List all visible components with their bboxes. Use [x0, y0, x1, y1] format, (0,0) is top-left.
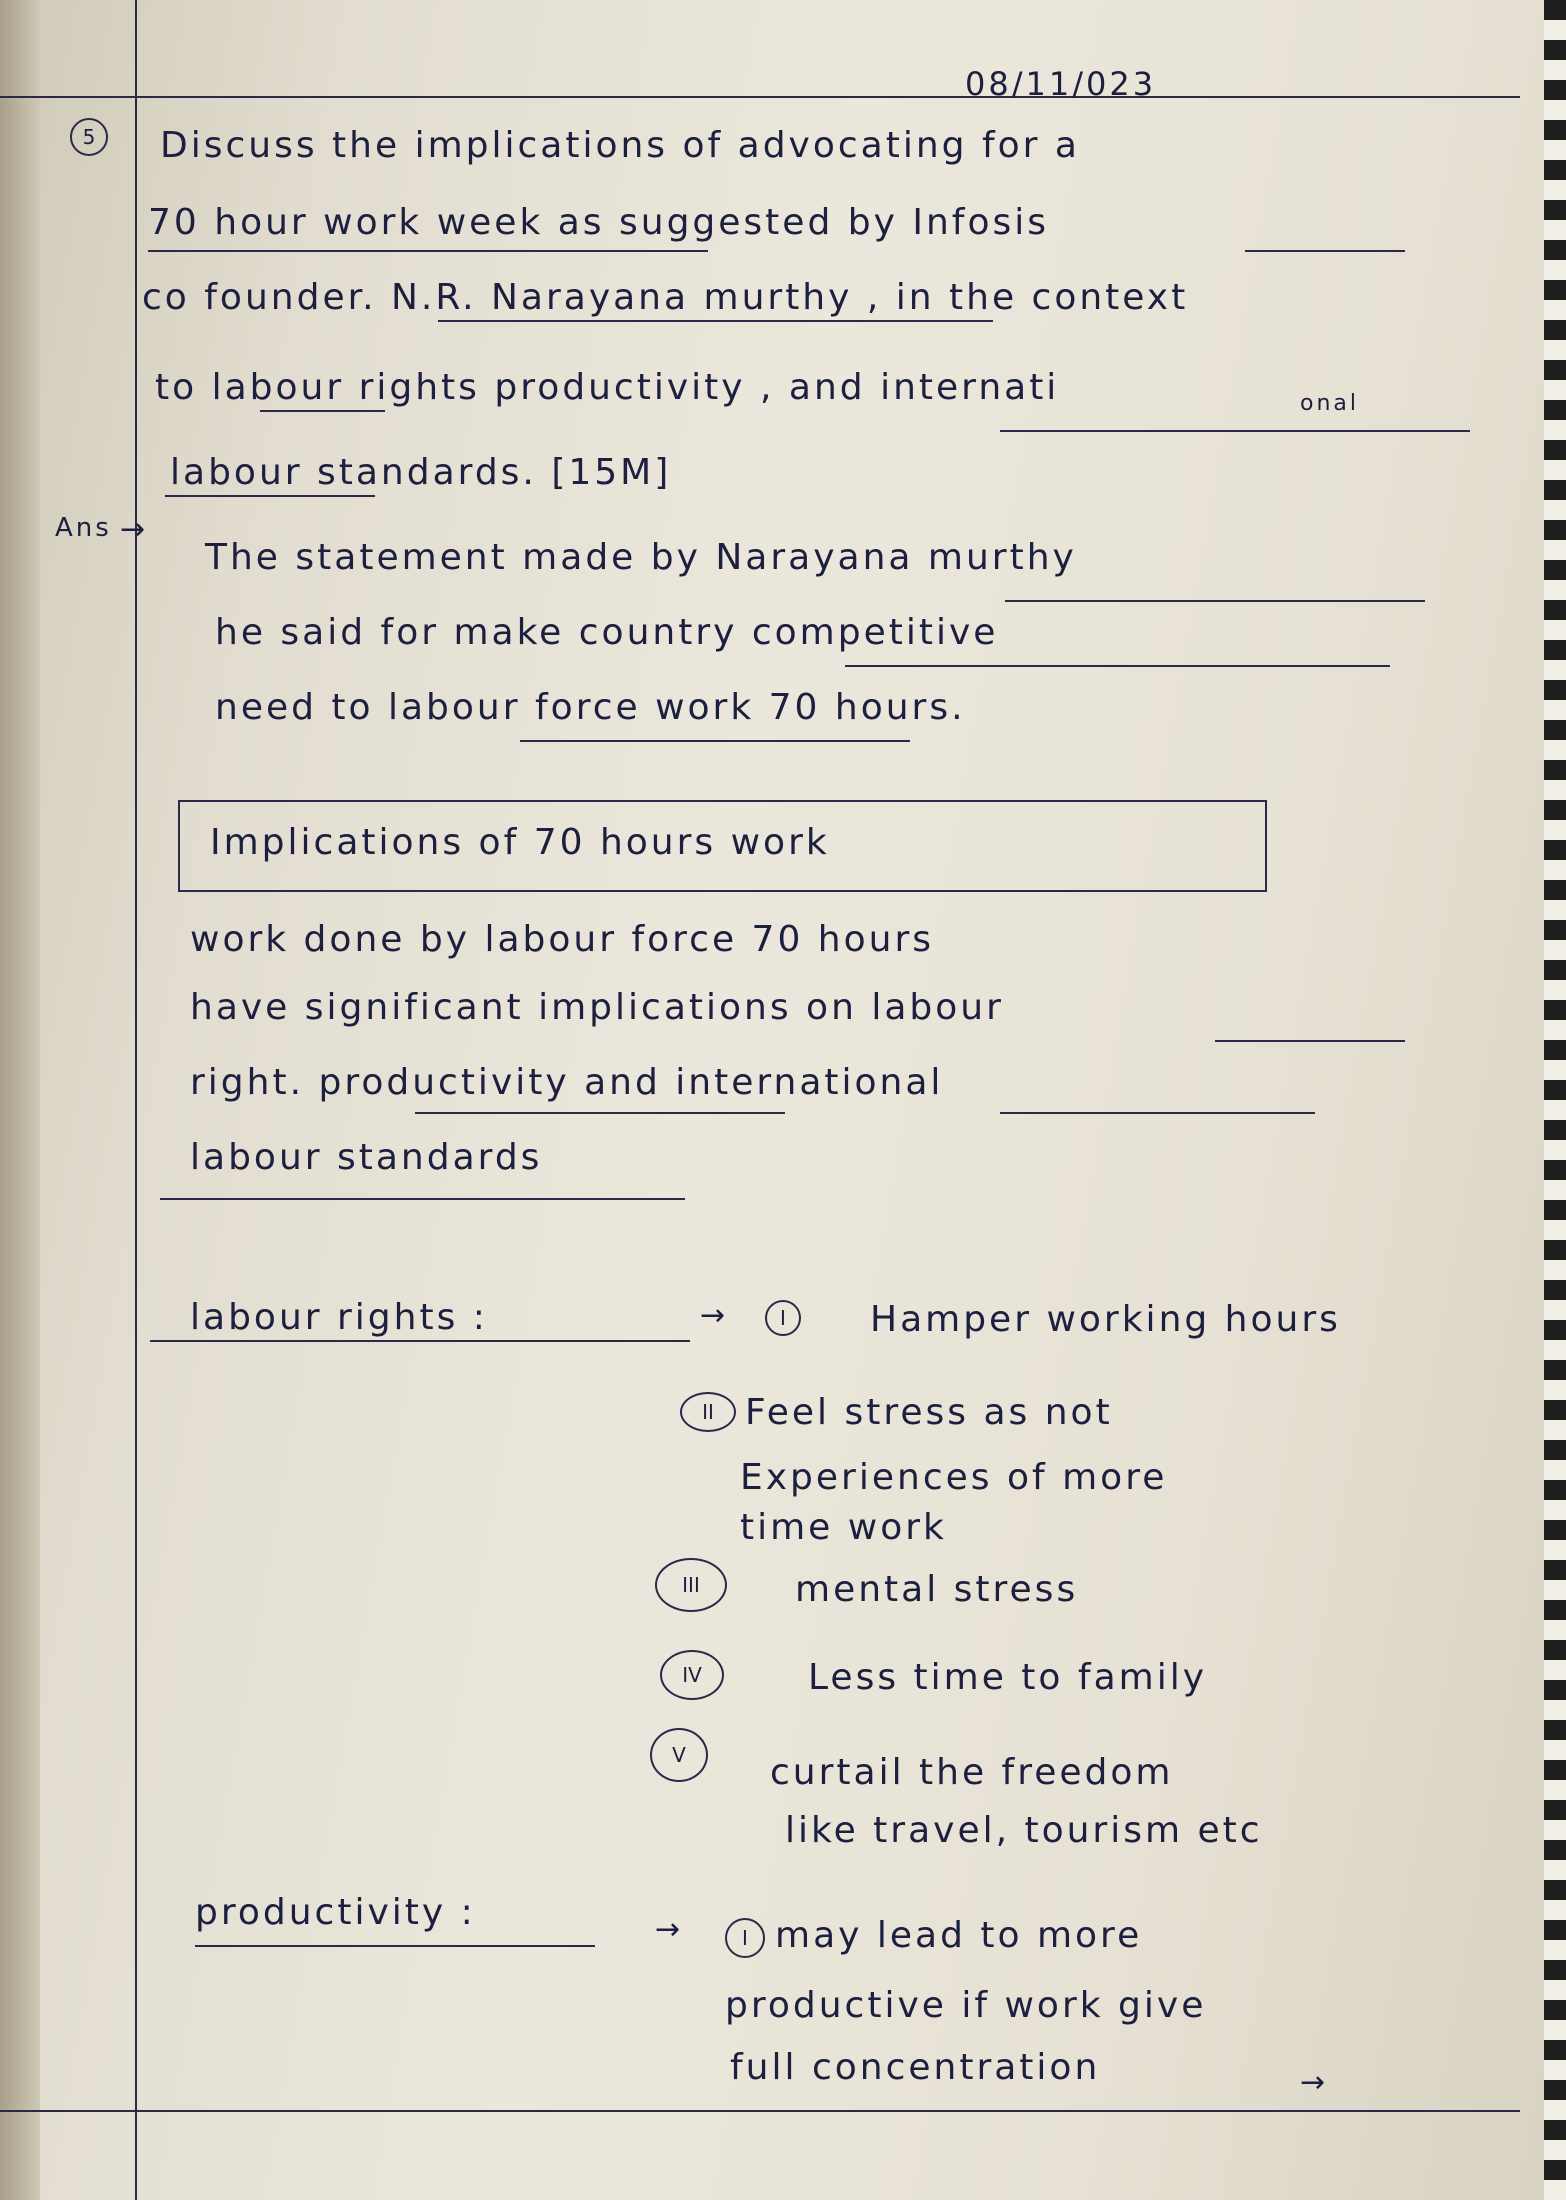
margin-line: [135, 0, 137, 2200]
underline: [438, 320, 993, 322]
page-date: 08/11/023: [965, 65, 1157, 103]
point-line: Feel stress as not: [745, 1392, 1113, 1433]
underline: [160, 1198, 685, 1200]
answer-line: work done by labour force 70 hours: [190, 919, 935, 960]
underline: [1245, 250, 1405, 252]
arrow-icon: →: [700, 1298, 726, 1333]
question-line: 70 hour work week as suggested by Infosis: [148, 202, 1049, 243]
point-line: mental stress: [795, 1569, 1079, 1610]
question-line: Discuss the implications of advocating for a: [160, 125, 1080, 166]
point-line: like travel, tourism etc: [785, 1810, 1263, 1851]
section-heading: Implications of 70 hours work: [210, 822, 830, 863]
answer-line: he said for make country competitive: [215, 612, 999, 653]
point-line: may lead to more: [775, 1915, 1143, 1956]
question-line: labour standards. [15M]: [170, 452, 672, 493]
underline: [1005, 600, 1425, 602]
underline: [148, 250, 708, 252]
header-rule: [0, 96, 1520, 98]
point-line: full concentration: [730, 2047, 1101, 2088]
underline: [1215, 1040, 1405, 1042]
underline: [520, 740, 910, 742]
point-line: productive if work give: [725, 1985, 1207, 2026]
point-line: Hamper working hours: [870, 1299, 1341, 1340]
underline: [415, 1112, 785, 1114]
answer-line: labour standards: [190, 1137, 543, 1178]
labour-rights-label: labour rights :: [190, 1297, 488, 1338]
continue-mark: →: [1300, 2065, 1329, 2100]
point-number: I: [725, 1918, 765, 1958]
point-line: Experiences of more: [740, 1457, 1168, 1498]
footer-rule: [0, 2110, 1520, 2112]
question-line: co founder. N.R. Narayana murthy , in the context: [142, 277, 1189, 318]
underline: [1000, 1112, 1315, 1114]
point-number: III: [655, 1558, 727, 1612]
point-number: I: [765, 1300, 801, 1336]
underline: [165, 495, 375, 497]
answer-line: right. productivity and international: [190, 1062, 944, 1103]
page-shadow: [0, 0, 40, 2200]
underline: [845, 665, 1390, 667]
answer-line: The statement made by Narayana murthy: [205, 537, 1077, 578]
question-number: 5: [70, 118, 108, 156]
productivity-label: productivity :: [195, 1892, 476, 1933]
point-number: V: [650, 1728, 708, 1782]
arrow-icon: →: [120, 512, 146, 547]
point-line: time work: [740, 1507, 947, 1548]
point-number: II: [680, 1392, 736, 1432]
point-number: IV: [660, 1650, 724, 1700]
arrow-icon: →: [655, 1912, 681, 1947]
answer-label: Ans: [55, 513, 112, 543]
point-line: Less time to family: [808, 1657, 1207, 1698]
underline: [150, 1340, 690, 1342]
point-line: curtail the freedom: [770, 1752, 1174, 1793]
underline: [1000, 430, 1470, 432]
underline: [260, 410, 385, 412]
spiral-binding: [1544, 0, 1566, 2200]
question-line-suffix: onal: [1300, 391, 1359, 416]
answer-line: need to labour force work 70 hours.: [215, 687, 966, 728]
underline: [195, 1945, 595, 1947]
answer-line: have significant implications on labour: [190, 987, 1004, 1028]
question-line: to labour rights productivity , and internati: [155, 367, 1060, 408]
